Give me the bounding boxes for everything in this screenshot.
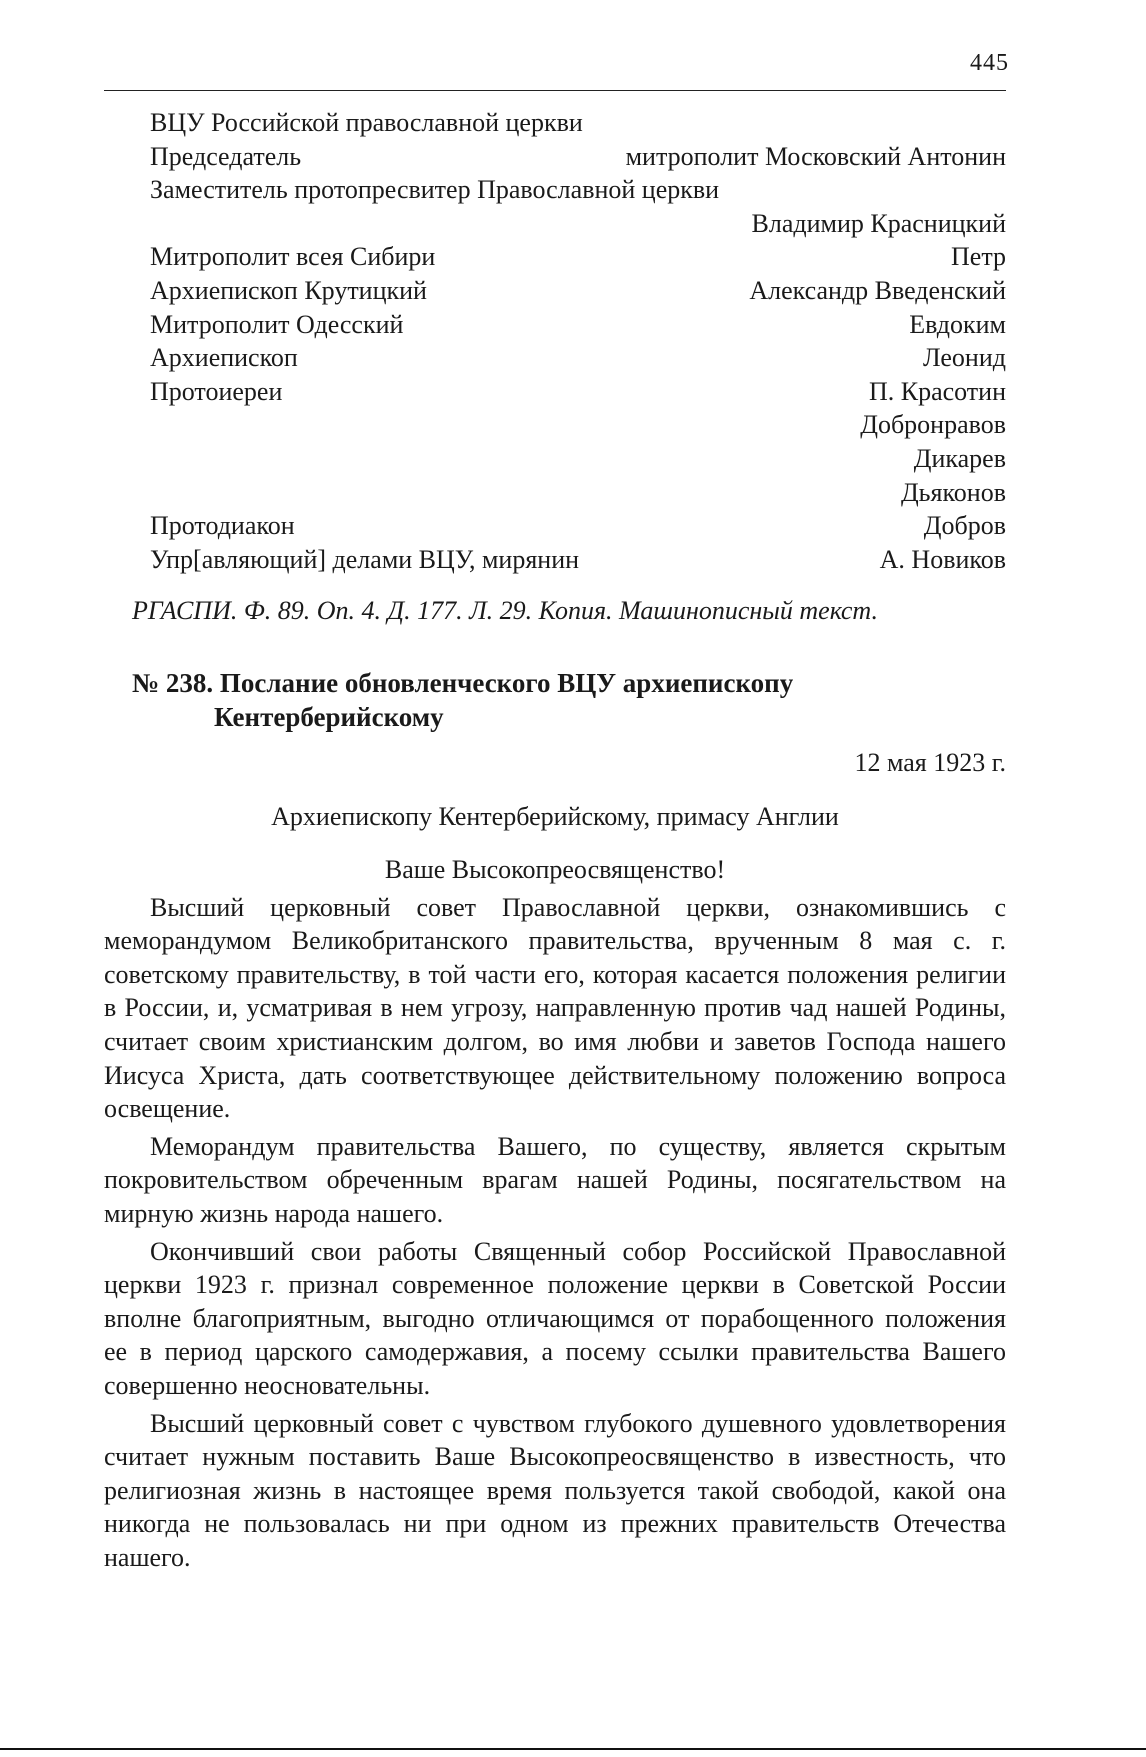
- signature-name: Дикарев: [913, 443, 1006, 473]
- signature-row: [104, 375, 1006, 409]
- signature-header: [104, 106, 1006, 140]
- signature-row: [104, 173, 1006, 207]
- signature-role: Протоиереи: [150, 376, 283, 406]
- document-heading-line2: Кентерберийскому: [214, 701, 444, 732]
- signature-name: Добров: [923, 511, 1006, 541]
- body-paragraph: Высший церковный совет Православной церкви, ознакомившись с меморандумом Великобританского правительства, врученным 8 мая с. г. советскому правительству, в той части его, которая касается положения религии в России, и, усматривая в нем угрозу, направленную против чад нашей Родины, считает своим христианским долгом, во имя любви и заветов Господа нашего Иисуса Христа, дать соответствующее действительному положению вопроса освещение.: [104, 892, 1006, 1124]
- body-paragraph: Окончивший свои работы Священный собор Российской Православной церкви 1923 г. признал современное положение церкви в Советской России вполне благоприятным, выгодно отличающимся от порабощенного положения ее в период царского самодержавия, а посему ссылки правительства Вашего совершенно неосновательны.: [104, 1236, 1006, 1400]
- document-addressee: Архиепископу Кентерберийскому, примасу Англии: [271, 801, 839, 831]
- signature-row: [104, 341, 1006, 375]
- signature-row: [104, 442, 1006, 476]
- signature-role: Архиепископ Крутицкий: [150, 275, 427, 305]
- signature-name: Александр Введенский: [749, 275, 1006, 305]
- signature-role: Упр[авляющий] делами ВЦУ, мирянин: [150, 544, 580, 574]
- archive-source-note: РГАСПИ. Ф. 89. Оп. 4. Д. 177. Л. 29. Копия. Машинописный текст.: [132, 596, 879, 626]
- signature-name: Петр: [951, 242, 1006, 272]
- document-heading: [104, 666, 1006, 734]
- signature-row: [104, 308, 1006, 342]
- document-date: 12 мая 1923 г.: [854, 747, 1006, 777]
- signature-name: А. Новиков: [879, 544, 1006, 574]
- signature-row: [104, 207, 1006, 241]
- signature-row: [104, 509, 1006, 543]
- signature-role: Председатель: [150, 141, 302, 171]
- document-salutation: Ваше Высокопреосвященство!: [384, 855, 726, 885]
- signature-header-text: ВЦУ Российской православной церкви: [150, 108, 583, 137]
- signature-name: Владимир Красницкий: [751, 208, 1006, 238]
- signature-role: Архиепископ: [150, 343, 298, 373]
- signature-row: [104, 140, 1006, 174]
- signature-name: митрополит Московский Антонин: [625, 141, 1006, 171]
- signature-row: [104, 408, 1006, 442]
- signature-role: Митрополит Одесский: [150, 309, 404, 339]
- signature-role: Митрополит всея Сибири: [150, 242, 436, 272]
- signature-row: [104, 476, 1006, 510]
- signature-role: Заместитель протопресвитер Православной церкви: [150, 175, 720, 205]
- signature-row: [104, 543, 1006, 577]
- bottom-rule: [0, 1748, 1146, 1750]
- body-paragraph: Меморандум правительства Вашего, по существу, является скрытым покровительством обреченным врагам нашей Родины, посягательством на мирную жизнь народа нашего.: [104, 1131, 1006, 1229]
- signature-name: Леонид: [922, 343, 1006, 373]
- page-content: [104, 106, 1006, 1575]
- signature-name: Дьяконов: [900, 477, 1006, 507]
- page-number: 445: [970, 50, 1009, 76]
- signature-name: Евдоким: [909, 309, 1006, 339]
- signature-name: Добронравов: [860, 410, 1006, 440]
- signature-row: [104, 240, 1006, 274]
- document-heading-line1: № 238. Послание обновленческого ВЦУ архиепископу: [132, 667, 794, 698]
- signature-role: Протодиакон: [150, 511, 295, 541]
- header-rule: [104, 90, 1006, 91]
- signature-name: П. Красотин: [868, 376, 1006, 406]
- body-paragraph: Высший церковный совет с чувством глубокого душевного удовлетворения считает нужным поставить Ваше Высокопреосвященство в известность, что религиозная жизнь в настоящее время пользуется такой свободой, какой она никогда не пользовалась ни при одном из прежних правительств Отечества нашего.: [104, 1408, 1006, 1572]
- signature-block: [104, 106, 1006, 576]
- signature-row: [104, 274, 1006, 308]
